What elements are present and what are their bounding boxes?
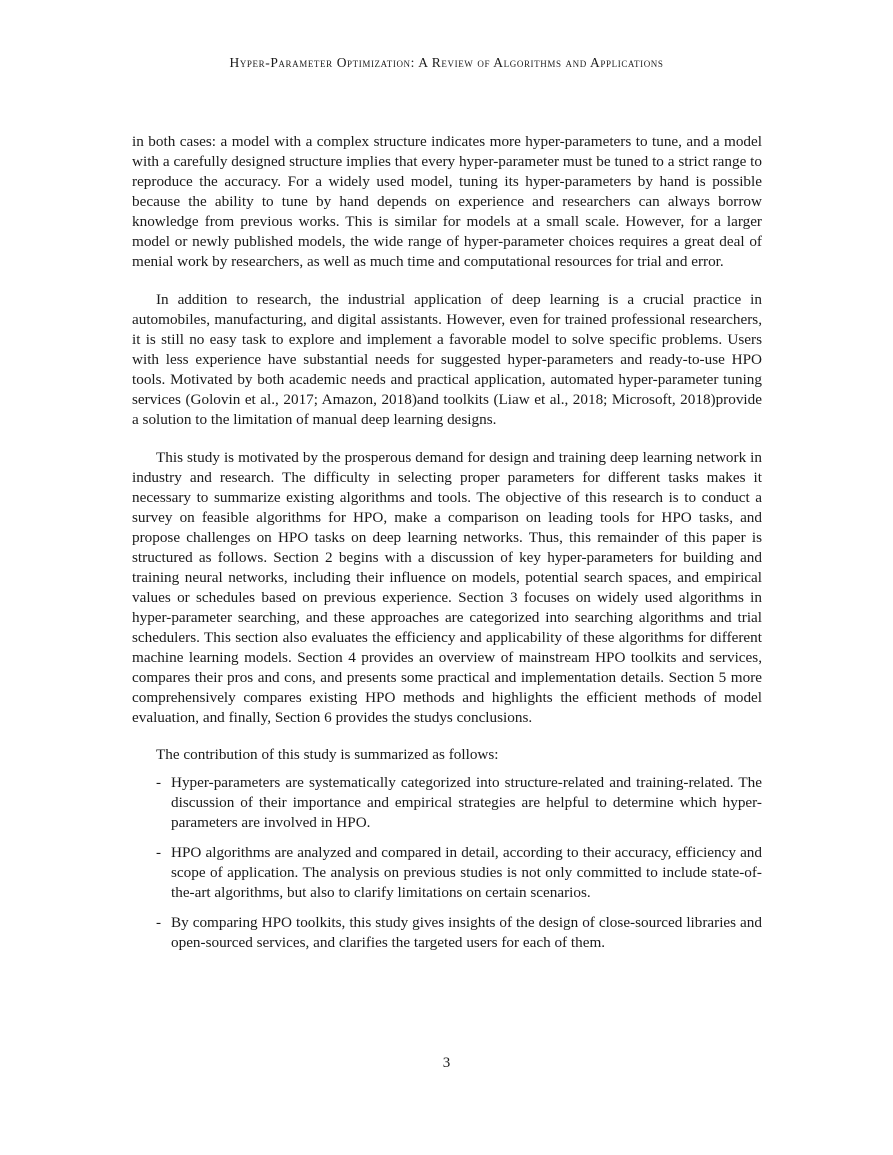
paragraph-industrial-application: In addition to research, the industrial application of deep learning is a crucial practice in automobiles, manufacturing, and digital assistants. However, even for trained professional researchers, it is still no easy task to explore and implement a favorable model to solve specific problems. Users with less experience have substantial needs for suggested hyper-parameters and ready-to-use HPO tools. Motivated by both academic needs and practical application, automated hyper-parameter tuning services (Golovin et al., 2017; Amazon, 2018)and toolkits (Liaw et al., 2018; Microsoft, 2018)provide a solution to the limitation of manual deep learning designs.	[132, 291, 762, 428]
contribution-intro: The contribution of this study is summarized as follows:	[156, 746, 499, 763]
contribution-text: Hyper-parameters are systematically categorized into structure-related and training-related. The discussion of their importance and empirical strategies are helpful to determine which hyper-parameters are involved in HPO.	[171, 774, 762, 831]
body-text	[132, 132, 762, 963]
contribution-list	[132, 773, 762, 953]
paragraph-study-motivation: This study is motivated by the prosperous demand for design and training deep learning network in industry and research. The difficulty in selecting proper parameters for different tasks makes it necessary to summarize existing algorithms and tools. The objective of this research is to conduct a survey on feasible algorithms for HPO, make a comparison on leading tools for HPO tasks, and propose challenges on HPO tasks on deep learning networks. Thus, this remainder of this paper is structured as follows. Section 2 begins with a discussion of key hyper-parameters for building and training neural networks, including their influence on models, potential search spaces, and empirical values or schedules based on previous experience. Section 3 focuses on widely used algorithms in hyper-parameter searching, and these approaches are categorized into searching algorithms and trial schedulers. This section also evaluates the efficiency and applicability of these algorithms for different machine learning models. Section 4 provides an overview of mainstream HPO toolkits and services, compares their pros and cons, and presents some practical and implementation details. Section 5 more comprehensively compares existing HPO methods and highlights the efficient methods of model evaluation, and finally, Section 6 provides the studys conclusions.	[132, 449, 762, 726]
running-header: Hyper-Parameter Optimization: A Review of Algorithms and Applications	[229, 55, 664, 70]
list-bullet: -	[156, 774, 162, 791]
list-bullet: -	[156, 844, 162, 861]
paragraph-continuation: in both cases: a model with a complex structure indicates more hyper-parameters to tune, and a model with a carefully designed structure implies that every hyper-parameter must be tuned to a strict range to reproduce the accuracy. For a widely used model, tuning its hyper-parameters by hand is possible because the ability to tune by hand depends on experience and researchers can always borrow knowledge from previous works. This is similar for models at a small scale. However, for a larger model or newly published models, the wide range of hyper-parameter choices requires a great deal of menial work by researchers, as well as much time and computational resources for trial and error.	[132, 133, 762, 270]
contribution-text: HPO algorithms are analyzed and compared in detail, according to their accuracy, efficiency and scope of application. The analysis on previous studies is not only committed to include state-of-the-art algorithms, but also to clarify limitations on certain scenarios.	[171, 844, 762, 901]
contribution-item	[132, 773, 762, 833]
contribution-text: By comparing HPO toolkits, this study gives insights of the design of close-sourced libraries and open-sourced services, and clarifies the targeted users for each of them.	[171, 914, 762, 951]
list-bullet: -	[156, 914, 162, 931]
contribution-item	[132, 913, 762, 953]
contribution-item	[132, 843, 762, 903]
page-number: 3	[442, 1055, 451, 1071]
